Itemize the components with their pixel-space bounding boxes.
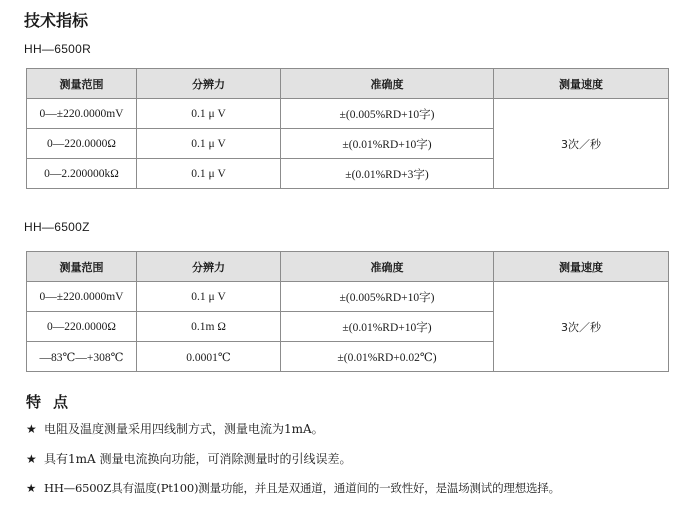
feature-item — [26, 450, 352, 467]
header-range: 测量范围 — [27, 69, 137, 99]
cell-speed: 3次／秒 — [494, 99, 669, 189]
table-header-row — [27, 252, 669, 282]
cell-speed: 3次／秒 — [494, 282, 669, 372]
header-range: 测量范围 — [27, 252, 137, 282]
model-label-6500z: HH—6500Z — [24, 220, 90, 234]
spec-table-6500r — [26, 68, 669, 189]
cell-accuracy: ±(0.01%RD+3字) — [281, 159, 494, 189]
star-icon: ★ — [26, 422, 37, 436]
feature-text: 电阻及温度测量采用四线制方式，测量电流为1mA。 — [44, 422, 324, 436]
model-label-6500r: HH—6500R — [24, 42, 92, 56]
cell-accuracy: ±(0.01%RD+0.02℃) — [281, 342, 494, 372]
page-title: 技术指标 — [24, 11, 89, 30]
header-resolution: 分辨力 — [137, 69, 281, 99]
table-row — [27, 99, 669, 129]
cell-accuracy: ±(0.005%RD+10字) — [281, 99, 494, 129]
cell-resolution: 0.1 μ V — [137, 99, 281, 129]
cell-range: 0—2.200000kΩ — [27, 159, 137, 189]
cell-accuracy: ±(0.01%RD+10字) — [281, 129, 494, 159]
header-speed: 测量速度 — [494, 69, 669, 99]
table-row — [27, 282, 669, 312]
header-speed: 测量速度 — [494, 252, 669, 282]
cell-resolution: 0.1 μ V — [137, 129, 281, 159]
cell-range: 0—±220.0000mV — [27, 282, 137, 312]
cell-range: 0—220.0000Ω — [27, 129, 137, 159]
header-resolution: 分辨力 — [137, 252, 281, 282]
cell-range: 0—±220.0000mV — [27, 99, 137, 129]
features-title: 特点 — [26, 393, 81, 411]
cell-accuracy: ±(0.005%RD+10字) — [281, 282, 494, 312]
cell-resolution: 0.1 μ V — [137, 282, 281, 312]
feature-text: HH—6500Z具有温度(Pt100)测量功能，并且是双通道，通道间的一致性好，是温场测试的理想选择。 — [44, 481, 560, 495]
table-header-row — [27, 69, 669, 99]
header-accuracy: 准确度 — [281, 69, 494, 99]
cell-resolution: 0.0001℃ — [137, 342, 281, 372]
cell-range: —83℃—+308℃ — [27, 342, 137, 372]
spec-table-6500z — [26, 251, 669, 372]
feature-item — [26, 480, 560, 496]
star-icon: ★ — [26, 481, 37, 495]
feature-item — [26, 420, 324, 437]
cell-accuracy: ±(0.01%RD+10字) — [281, 312, 494, 342]
cell-range: 0—220.0000Ω — [27, 312, 137, 342]
cell-resolution: 0.1 μ V — [137, 159, 281, 189]
star-icon: ★ — [26, 452, 37, 466]
feature-text: 具有1mA 测量电流换向功能，可消除测量时的引线误差。 — [44, 452, 352, 466]
cell-resolution: 0.1m Ω — [137, 312, 281, 342]
header-accuracy: 准确度 — [281, 252, 494, 282]
